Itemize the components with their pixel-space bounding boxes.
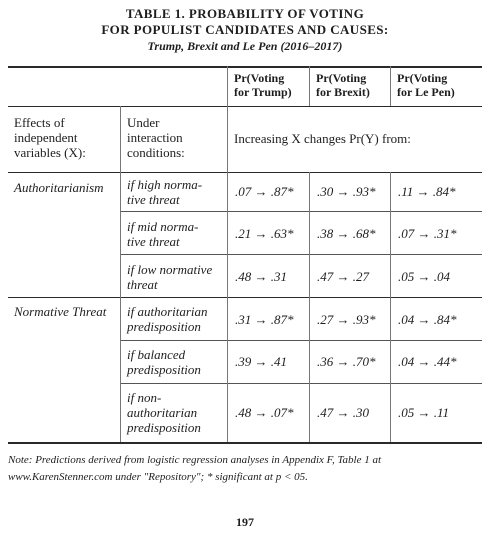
table-cell: .21 → .63* [235, 226, 294, 241]
table-cell: .05 → .11 [398, 405, 450, 420]
rule-row-2 [120, 254, 482, 255]
table-cell: .27 → .93* [317, 312, 376, 327]
rule-row-5 [120, 383, 482, 384]
condition-cell: if balanced predisposition [127, 347, 201, 377]
vrule-4b [390, 172, 391, 442]
subheader-effects: Effects of independent variables (X): [14, 115, 86, 160]
table-cell: .07 → .31* [398, 226, 457, 241]
subheader-span: Increasing X changes Pr(Y) from: [234, 131, 411, 146]
table-cell: .36 → .70* [317, 354, 376, 369]
condition-cell: if mid norma- tive threat [127, 219, 199, 249]
vrule-1 [120, 106, 121, 442]
variable-normative-threat: Normative Threat [14, 304, 107, 319]
subheader-conditions: Under interaction conditions: [127, 115, 185, 160]
condition-cell: if authoritarian predisposition [127, 304, 208, 334]
rule-bottom [8, 442, 482, 444]
rule-group [8, 297, 482, 298]
table-note: Note: Predictions derived from logistic regression analyses in Appendix F, Table 1 at www.KarenStenner.com under "Repository"; * significant at p < 05. [8, 454, 382, 483]
vrule-2 [227, 66, 228, 442]
vrule-4a [390, 66, 391, 106]
rule-header [8, 106, 482, 107]
rule-row-4 [120, 340, 482, 341]
table-cell: .11 → .84* [398, 184, 456, 199]
table-title-line2: FOR POPULIST CANDIDATES AND CAUSES: [101, 22, 389, 37]
table-cell: .04 → .44* [398, 354, 457, 369]
table-cell: .07 → .87* [235, 184, 294, 199]
page-number: 197 [236, 515, 254, 529]
table-cell: .30 → .93* [317, 184, 376, 199]
column-header-trump: Pr(Voting for Trump) [234, 71, 292, 99]
table-cell: .47 → .27 [317, 269, 369, 284]
table-subtitle: Trump, Brexit and Le Pen (2016–2017) [147, 39, 343, 53]
table-cell: .04 → .84* [398, 312, 457, 327]
table-cell: .38 → .68* [317, 226, 376, 241]
condition-cell: if high norma- tive threat [127, 177, 203, 207]
table-cell: .31 → .87* [235, 312, 294, 327]
rule-row-1 [120, 211, 482, 212]
variable-authoritarianism: Authoritarianism [14, 180, 104, 195]
table-cell: .05 → .04 [398, 269, 450, 284]
rule-top [8, 66, 482, 68]
rule-subheader [8, 172, 482, 173]
vrule-3a [309, 66, 310, 106]
condition-cell: if non- authoritarian predisposition [127, 390, 201, 435]
table-cell: .39 → .41 [235, 354, 287, 369]
column-header-lepen: Pr(Voting for Le Pen) [397, 71, 455, 99]
vrule-3b [309, 172, 310, 442]
table-cell: .47 → .30 [317, 405, 369, 420]
column-header-brexit: Pr(Voting for Brexit) [316, 71, 370, 99]
table-cell: .48 → .31 [235, 269, 287, 284]
condition-cell: if low normative threat [127, 262, 213, 292]
table-cell: .48 → .07* [235, 405, 294, 420]
table-title: TABLE 1. PROBABILITY OF VOTING [125, 6, 365, 21]
